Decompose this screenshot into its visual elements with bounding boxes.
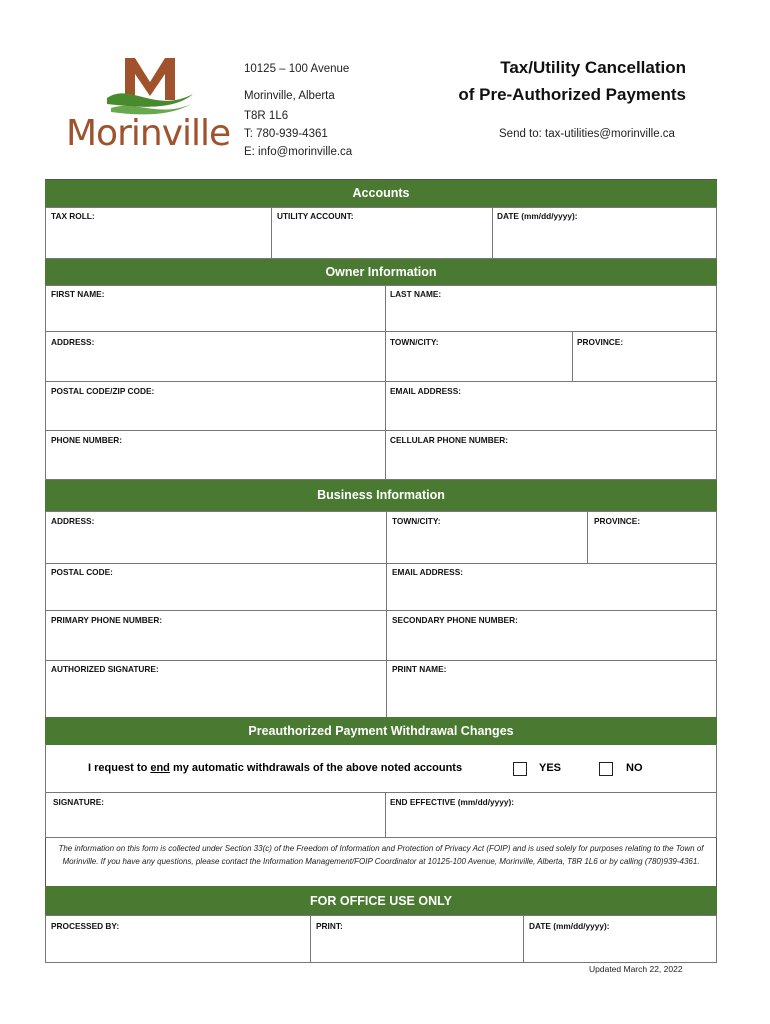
business-address-label: ADDRESS: — [51, 516, 95, 526]
end-effective-label: END EFFECTIVE (mm/dd/yyyy): — [390, 797, 515, 807]
section-header-withdrawal: Preauthorized Payment Withdrawal Changes — [45, 717, 717, 745]
form-title-line2: of Pre-Authorized Payments — [458, 85, 686, 104]
section-header-business: Business Information — [45, 480, 717, 511]
tax-roll-label: TAX ROLL: — [51, 211, 95, 221]
business-email-label: EMAIL ADDRESS: — [392, 567, 463, 577]
address-street: 10125 – 100 Avenue — [244, 63, 350, 75]
owner-cell-label: CELLULAR PHONE NUMBER: — [390, 435, 508, 445]
address-postal: T8R 1L6 — [244, 110, 289, 122]
section-header-accounts: Accounts — [45, 180, 717, 207]
business-province-label: PROVINCE: — [594, 516, 641, 526]
office-print-label: PRINT: — [316, 921, 343, 931]
owner-last-name-label: LAST NAME: — [390, 289, 442, 299]
owner-province-label: PROVINCE: — [577, 337, 624, 347]
processed-by-label: PROCESSED BY: — [51, 921, 120, 931]
accounts-date-label: DATE (mm/dd/yyyy): — [497, 211, 578, 221]
owner-first-name-label: FIRST NAME: — [51, 289, 105, 299]
business-print-name-label: PRINT NAME: — [392, 664, 447, 674]
owner-town-label: TOWN/CITY: — [390, 337, 439, 347]
owner-address-field[interactable] — [45, 331, 386, 382]
send-to: Send to: tax-utilities@morinville.ca — [499, 128, 675, 140]
owner-phone-label: PHONE NUMBER: — [51, 435, 122, 445]
office-date-label: DATE (mm/dd/yyyy): — [529, 921, 610, 931]
no-label: NO — [626, 762, 643, 774]
updated-date: Updated March 22, 2022 — [589, 964, 683, 974]
logo-wordmark: Morinville — [66, 113, 231, 154]
foip-notice: The information on this form is collected under Section 33(c) of the Freedom of Information and Protection of Privacy Act (FOIP) and is used solely for purposes relating to the Town of Morinville. If you have any questions, please contact the Information Management/FOIP Coordinator at 10125-100 Avenue, Morinville, Alberta, T8R 1L6 or by calling (780)939-4361. — [58, 844, 704, 866]
address-city: Morinville, Alberta — [244, 90, 335, 102]
business-signature-label: AUTHORIZED SIGNATURE: — [51, 664, 159, 674]
business-primary-phone-label: PRIMARY PHONE NUMBER: — [51, 615, 163, 625]
section-header-owner: Owner Information — [45, 259, 717, 285]
form-title-line1: Tax/Utility Cancellation — [500, 58, 686, 77]
business-town-label: TOWN/CITY: — [392, 516, 441, 526]
no-checkbox[interactable] — [599, 762, 613, 776]
section-header-office: FOR OFFICE USE ONLY — [45, 886, 717, 916]
owner-email-label: EMAIL ADDRESS: — [390, 386, 461, 396]
withdrawal-signature-label: SIGNATURE: — [53, 797, 105, 807]
owner-postal-label: POSTAL CODE/ZIP CODE: — [51, 386, 155, 396]
yes-label: YES — [539, 762, 562, 774]
address-phone: T: 780-939-4361 — [244, 128, 328, 140]
utility-account-label: UTILITY ACCOUNT: — [277, 211, 354, 221]
owner-address-label: ADDRESS: — [51, 337, 95, 347]
withdrawal-request-text: I request to end my automatic withdrawals of the above noted accounts — [88, 762, 463, 774]
business-postal-label: POSTAL CODE: — [51, 567, 113, 577]
yes-checkbox[interactable] — [513, 762, 527, 776]
address-email: E: info@morinville.ca — [244, 146, 353, 158]
business-address-field[interactable] — [45, 511, 387, 564]
business-secondary-phone-label: SECONDARY PHONE NUMBER: — [392, 615, 518, 625]
morinville-logo-icon — [105, 52, 195, 116]
